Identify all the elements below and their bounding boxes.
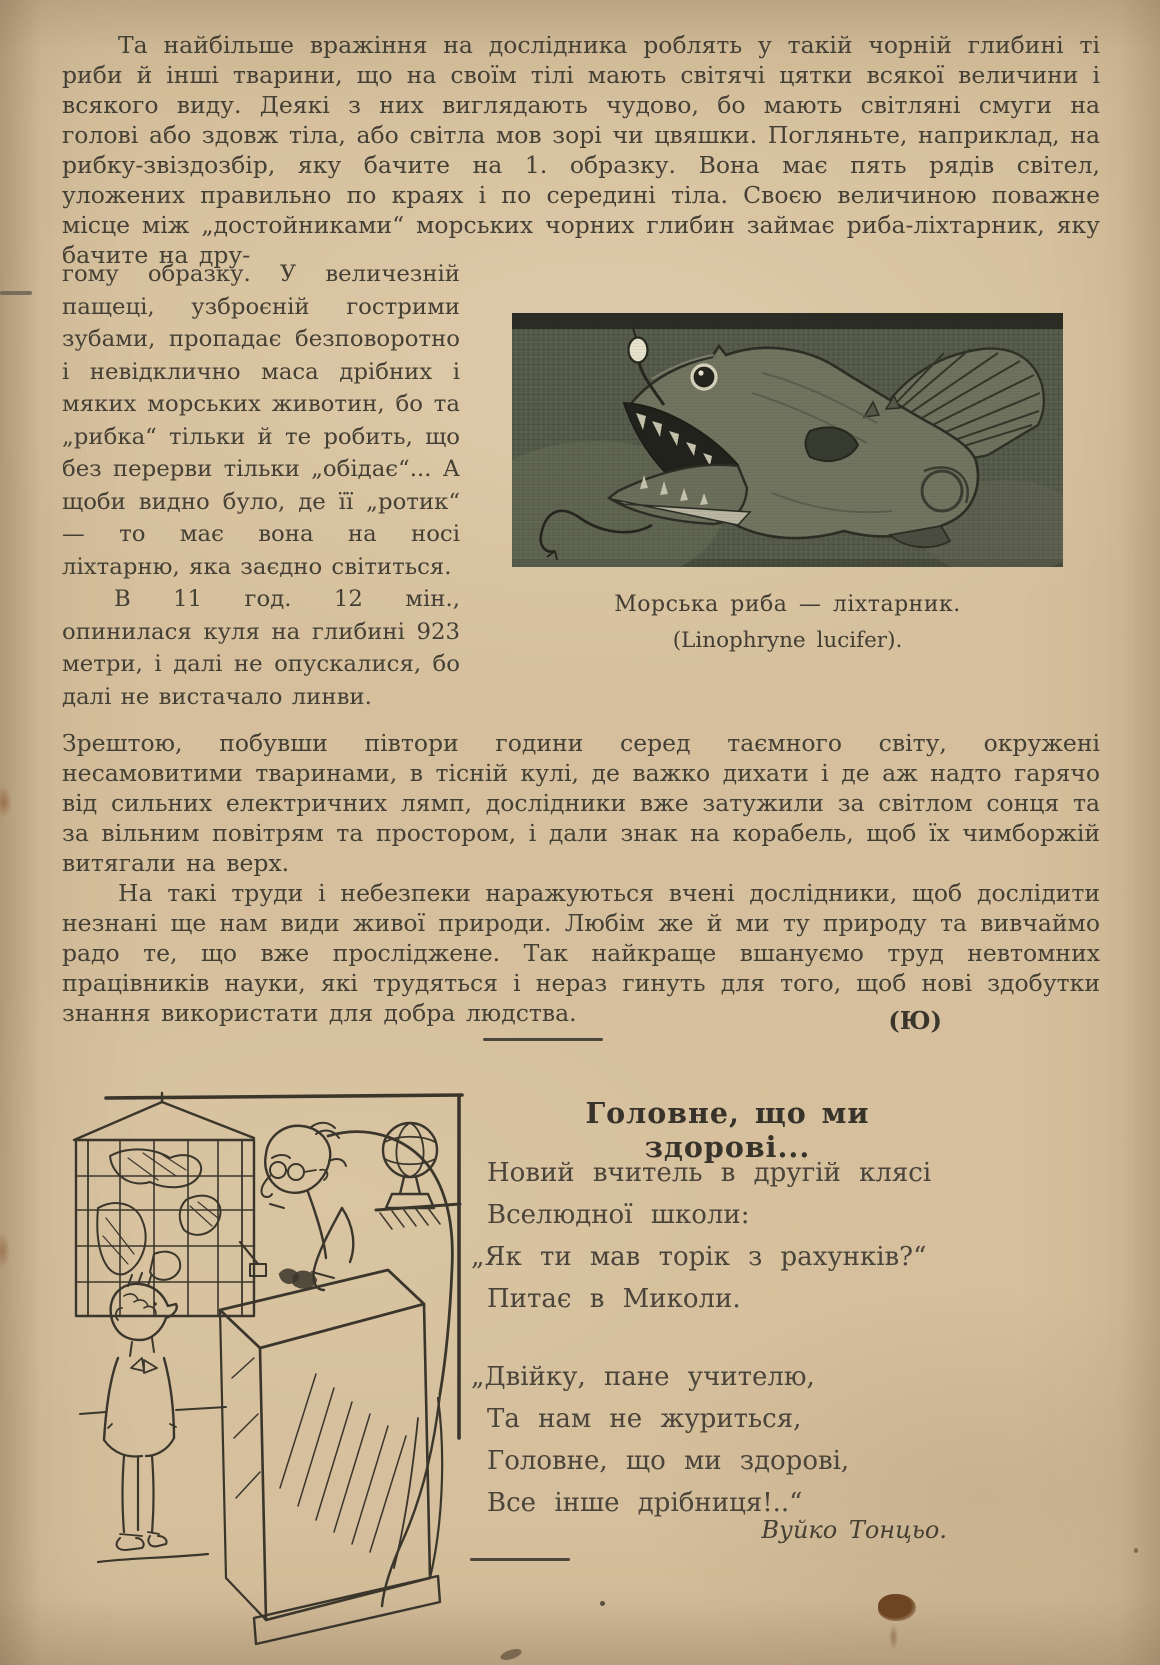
edge-stain	[0, 1233, 10, 1269]
joke-line: Головне, що ми здорові,	[487, 1446, 850, 1476]
joke-answer-block	[471, 1356, 952, 1524]
paper-speck	[600, 1601, 605, 1606]
classroom-cartoon-illustration	[58, 1058, 468, 1658]
joke-line: Питає в Миколи.	[487, 1284, 741, 1314]
joke-signature: Вуйко Тонцьо.	[761, 1516, 947, 1544]
joke-line: Все інше дрібниця!..“	[487, 1488, 803, 1518]
paper-smudge	[499, 1647, 523, 1662]
depth-paragraph: В 11 год. 12 мін., опинилася куля на глибині 923 метри, і далі не опускалися, бо далі не вистачало линви.	[62, 586, 460, 710]
joke-question-block	[471, 1152, 952, 1320]
closing-paragraph: На такі труди і небезпеки наражуються вчені дослідники, щоб дослідити незнані ще нам види живої природи. Любім же й ми ту природу та вивчаймо радо те, що вже просліджене. Так найкраще вшануємо труд невтомних працівників науки, які трудяться і нераз гинуть для того, щоб нові здобутки знання використати для добра людства.	[62, 879, 1100, 1027]
anglerfish-illustration	[512, 313, 1063, 567]
figure-caption-latin: (Linophryne lucifer).	[672, 628, 903, 653]
figure-caption: Морська риба — ліхтарник.	[614, 592, 961, 617]
binding-mark	[0, 291, 32, 295]
continuation-paragraph: гому образку. У величезній пащеці, узброєній гострими зубами, пропадає безповоротно і невідклично маса дрібних і мяких морських животин, бо та „рибка“ тільки й те робить, що без перерви тільки „обідає“... А щоби видно було, де її „ротик“ — то має вона на носі ліхтарню, яка заєдно світиться.	[62, 261, 460, 580]
intro-paragraph: Та найбільше вражіння на дослідника роблять у такій чорній глибині ті риби й інші тварини, що на своїм тілі мають світячі цятки всякої величини і всякого виду. Деякі з них виглядають чудово, бо мають світляні смуги на голові або здовж тіла, або світла мов зорі чи цвяшки. Погляньте, наприклад, на рибку-звіздозбір, яку бачите на 1. образку. Вона має пять рядів світел, уложених правильно по краях і по середині тіла. Своєю величиною поважне місце між „достойниками“ морських чорних глибин займає риба-ліхтарник, яку бачите на дру-	[62, 31, 1100, 269]
ink-blot-stain	[878, 1594, 916, 1621]
joke-line: „Двійку, пане учителю,	[471, 1362, 815, 1392]
paper-speck	[1134, 1548, 1138, 1553]
anglerfish-figure	[512, 313, 1063, 567]
joke-line: „Як ти мав торік з рахунків?“	[471, 1242, 927, 1272]
resume-paragraph: Зрештою, побувши півтори години серед таємного світу, окружені несамовитими тваринами, в тісній кулі, де важко дихати і де аж надто гарячо від сильних електричних лямп, дослідники вже затужили за світлом сонця та за вільним повітрям та простором, і дали знак на корабель, щоб їх чимборжій витягали на верх.	[62, 729, 1100, 877]
author-initial: (Ю)	[888, 1006, 942, 1035]
joke-line: Новий вчитель в другій клясі	[487, 1158, 932, 1188]
edge-stain	[0, 786, 12, 818]
section-divider	[483, 1038, 603, 1041]
left-column	[62, 258, 460, 713]
bottom-divider	[470, 1558, 570, 1561]
ink-blot-drip	[889, 1624, 898, 1650]
article-continuation	[62, 728, 1100, 1028]
joke-line: Та нам не журиться,	[487, 1404, 802, 1434]
joke-line: Вселюдної школи:	[487, 1200, 750, 1230]
joke-title: Головне, що ми здорові...	[585, 1096, 870, 1164]
